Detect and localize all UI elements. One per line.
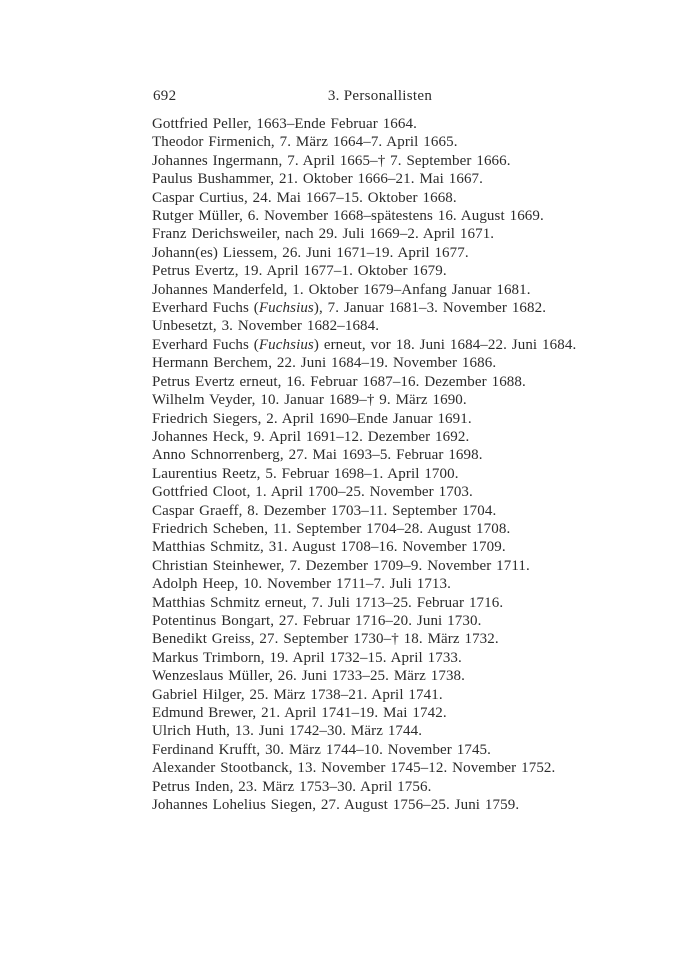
entry-text: Adolph Heep, 10. November 1711–7. Juli 1713. — [152, 576, 451, 593]
entry-text: Petrus Inden, 23. März 1753–30. April 1756. — [152, 778, 432, 795]
entry-text: Franz Derichsweiler, nach 29. Juli 1669–2. April 1671. — [152, 226, 495, 243]
entry-text: ), 7. Januar 1681–3. November 1682. — [313, 300, 547, 317]
list-item — [152, 502, 576, 520]
page-number: 692 — [153, 88, 177, 104]
list-item — [152, 594, 576, 612]
list-item — [152, 630, 576, 648]
entry-text: Laurentius Reetz, 5. Februar 1698–1. April 1700. — [152, 465, 459, 482]
entry-text: Paulus Bushammer, 21. Oktober 1666–21. Mai 1667. — [152, 171, 484, 188]
list-item — [152, 189, 576, 207]
list-item — [152, 446, 576, 464]
entry-text: Potentinus Bongart, 27. Februar 1716–20. Juni 1730. — [152, 612, 482, 629]
entry-text: Ferdinand Krufft, 30. März 1744–10. November 1745. — [152, 741, 491, 758]
entry-list — [152, 115, 576, 814]
entry-text: Anno Schnorrenberg, 27. Mai 1693–5. Februar 1698. — [152, 447, 483, 464]
list-item — [152, 612, 576, 630]
entry-text-italic: Fuchsius — [258, 336, 314, 353]
list-item — [152, 796, 576, 814]
entry-text: Benedikt Greiss, 27. September 1730–† 18. März 1732. — [152, 631, 499, 648]
list-item — [152, 557, 576, 575]
list-item — [152, 225, 576, 243]
entry-text: Rutger Müller, 6. November 1668–spätestens 16. August 1669. — [152, 208, 544, 225]
list-item — [152, 244, 576, 262]
running-header: 3. Personallisten — [327, 88, 433, 104]
list-item — [152, 152, 576, 170]
entry-text: Caspar Curtius, 24. Mai 1667–15. Oktober 1668. — [152, 189, 457, 206]
entry-text: Everhard Fuchs ( — [152, 336, 259, 353]
list-item — [152, 133, 576, 151]
entry-text: Gottfried Peller, 1663–Ende Februar 1664. — [152, 116, 417, 132]
list-item — [152, 759, 576, 777]
entry-text: Theodor Firmenich, 7. März 1664–7. April 1665. — [152, 134, 458, 151]
list-item — [152, 575, 576, 593]
entry-text: Edmund Brewer, 21. April 1741–19. Mai 1742. — [152, 705, 447, 721]
list-item — [152, 483, 576, 501]
entry-text: Ulrich Huth, 13. Juni 1742–30. März 1744. — [152, 723, 423, 740]
list-item — [152, 722, 576, 740]
list-item — [152, 667, 576, 685]
page-header — [152, 87, 608, 106]
list-item — [152, 115, 576, 133]
entry-text: Unbesetzt, 3. November 1682–1684. — [152, 318, 380, 335]
entry-text: Johann(es) Liessem, 26. Juni 1671–19. April 1677. — [152, 244, 469, 261]
entry-text: Friedrich Siegers, 2. April 1690–Ende Januar 1691. — [152, 410, 472, 427]
list-item — [152, 391, 576, 409]
list-item — [152, 428, 576, 446]
list-item — [152, 281, 576, 299]
list-item — [152, 778, 576, 796]
entry-text: Matthias Schmitz, 31. August 1708–16. November 1709. — [152, 539, 506, 556]
entry-text: Friedrich Scheben, 11. September 1704–28. August 1708. — [152, 520, 511, 537]
list-item — [152, 207, 576, 225]
list-item — [152, 262, 576, 280]
entry-text: Petrus Evertz, 19. April 1677–1. Oktober 1679. — [152, 263, 447, 280]
list-item — [152, 354, 576, 372]
entry-text: Wilhelm Veyder, 10. Januar 1689–† 9. März 1690. — [152, 392, 467, 409]
list-item — [152, 170, 576, 188]
list-item — [152, 704, 576, 722]
entry-text: Alexander Stootbanck, 13. November 1745–12. November 1752. — [152, 760, 556, 777]
entry-text: Wenzeslaus Müller, 26. Juni 1733–25. März 1738. — [152, 668, 466, 685]
entry-text: Johannes Heck, 9. April 1691–12. Dezember 1692. — [152, 428, 470, 445]
list-item — [152, 373, 576, 391]
entry-text: Petrus Evertz erneut, 16. Februar 1687–16. Dezember 1688. — [152, 373, 526, 390]
entry-text: Gabriel Hilger, 25. März 1738–21. April 1741. — [152, 686, 443, 703]
entry-text: Markus Trimborn, 19. April 1732–15. April 1733. — [152, 649, 462, 666]
list-item — [152, 336, 576, 354]
list-item — [152, 410, 576, 428]
list-item — [152, 520, 576, 538]
list-item — [152, 686, 576, 704]
entry-text: ) erneut, vor 18. Juni 1684–22. Juni 1684. — [313, 336, 577, 353]
entry-text: Hermann Berchem, 22. Juni 1684–19. November 1686. — [152, 355, 497, 372]
entry-text: Johannes Lohelius Siegen, 27. August 1756–25. Juni 1759. — [152, 797, 520, 814]
entry-text: Johannes Manderfeld, 1. Oktober 1679–Anfang Januar 1681. — [152, 281, 531, 298]
list-item — [152, 299, 576, 317]
entry-text-italic: Fuchsius — [258, 300, 314, 317]
entry-text: Christian Steinhewer, 7. Dezember 1709–9. November 1711. — [152, 557, 530, 574]
list-item — [152, 317, 576, 335]
list-item — [152, 538, 576, 556]
list-item — [152, 465, 576, 483]
entry-text: Everhard Fuchs ( — [152, 300, 259, 317]
entry-text: Gottfried Cloot, 1. April 1700–25. November 1703. — [152, 484, 473, 501]
entry-text: Johannes Ingermann, 7. April 1665–† 7. September 1666. — [152, 152, 511, 169]
list-item — [152, 741, 576, 759]
entry-text: Caspar Graeff, 8. Dezember 1703–11. September 1704. — [152, 502, 497, 519]
list-item — [152, 649, 576, 667]
entry-text: Matthias Schmitz erneut, 7. Juli 1713–25. Februar 1716. — [152, 594, 504, 611]
